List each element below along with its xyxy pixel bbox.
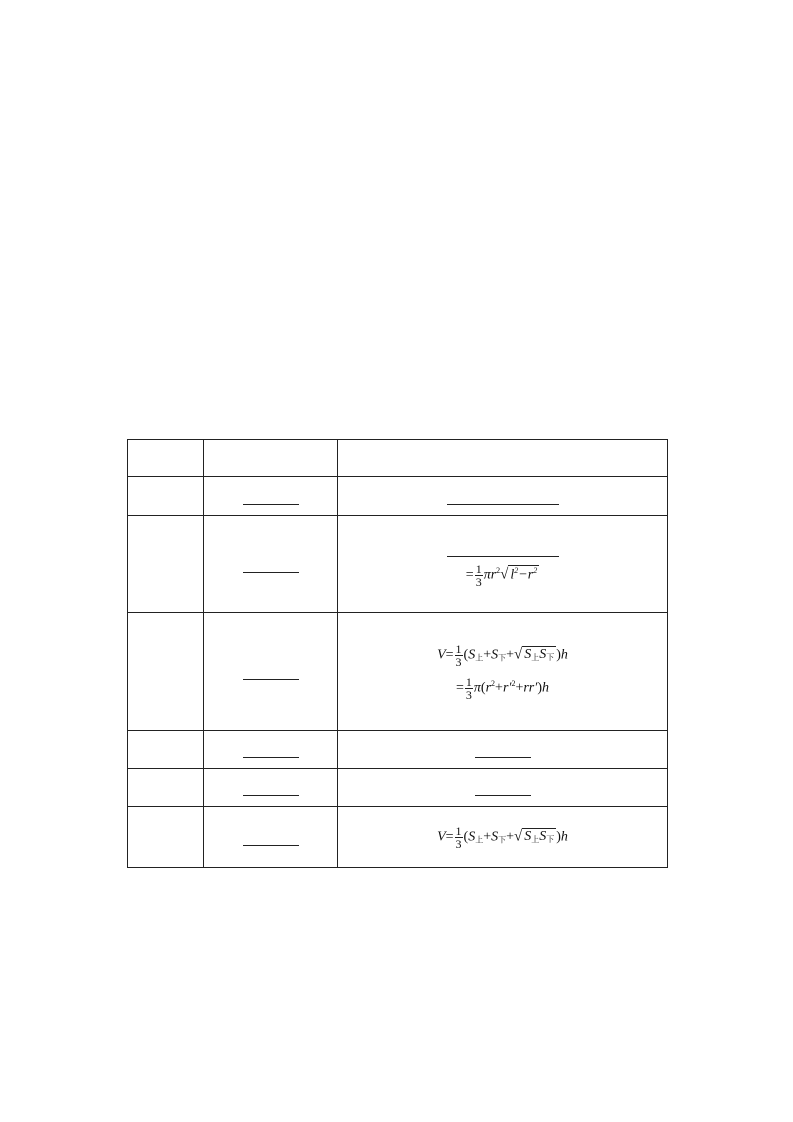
table-row: [128, 731, 668, 769]
shape-name: [128, 613, 204, 731]
blank: [243, 743, 299, 758]
volume-cell: [338, 613, 668, 731]
blank: [503, 490, 559, 505]
blank: [243, 558, 299, 573]
table-header-row: [128, 440, 668, 477]
blank: [243, 665, 299, 680]
blank: [475, 781, 531, 796]
blank: [243, 781, 299, 796]
table-row: [128, 516, 668, 613]
table-row: [128, 769, 668, 807]
answers-row-1: [148, 176, 246, 192]
answers-row-2: [148, 203, 246, 219]
shape-name: [128, 731, 204, 769]
header-cell: [128, 440, 204, 477]
area-cell: [204, 477, 338, 516]
formula-table: [127, 439, 668, 868]
volume-cell: [338, 769, 668, 807]
blank: [243, 831, 299, 846]
answers-row-4: [148, 257, 204, 273]
area-cell: [204, 769, 338, 807]
answers-row-3: [148, 230, 260, 246]
blank: [447, 542, 503, 557]
blank: [243, 490, 299, 505]
prism-frustum-volume-formula: V= $\frac{1}{3}$ ($S_上+S_下+√$ $S_上S_下$ )h: [437, 823, 568, 851]
shape-name: [128, 807, 204, 868]
frustum-volume-formula: V= $\frac{1}{3}$ ($S_上+S_下+√$ $S_上S_下$ )h: [437, 641, 568, 669]
blank: [447, 490, 503, 505]
area-cell: [204, 731, 338, 769]
blank: [475, 743, 531, 758]
header-cell: [338, 440, 668, 477]
table-row: [128, 613, 668, 731]
table-row: [128, 807, 668, 868]
area-cell: [204, 807, 338, 868]
shape-name: [128, 769, 204, 807]
volume-cell: [338, 516, 668, 613]
shape-name: [128, 477, 204, 516]
header-cell: [204, 440, 338, 477]
blank: [503, 542, 559, 557]
volume-cell: [338, 807, 668, 868]
shape-name: [128, 516, 204, 613]
cone-volume-formula: = $\frac{1}{3}$ $\pi r^2√$ $l^2-r^2$: [465, 562, 538, 589]
table-row: [128, 477, 668, 516]
volume-cell: [338, 477, 668, 516]
frustum-volume-formula-2: = $\frac{1}{3}$ $\pi(r^2+r'^2+rr')h$: [455, 674, 549, 702]
area-cell: [204, 516, 338, 613]
volume-cell: [338, 731, 668, 769]
area-cell: [204, 613, 338, 731]
